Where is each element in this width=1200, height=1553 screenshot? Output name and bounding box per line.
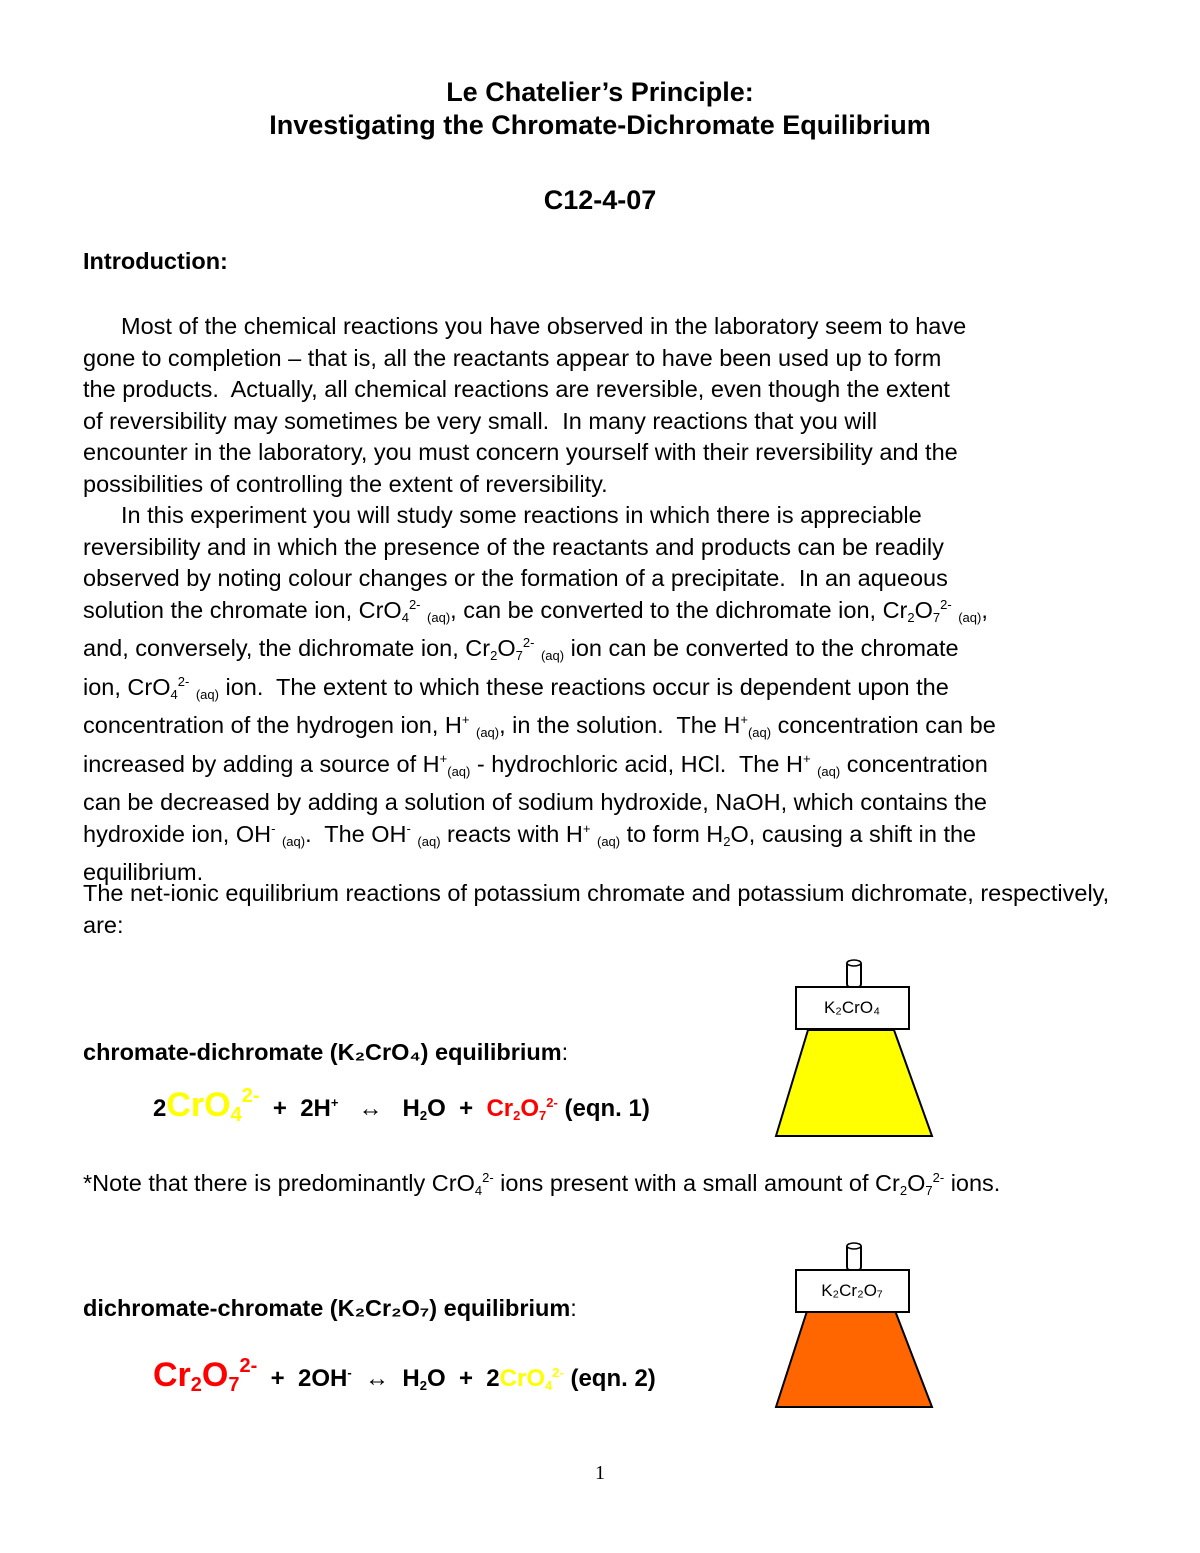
net-ionic-text: The net-ionic equilibrium reactions of potassium chromate and potassium dichromate, respectively, are: [83, 880, 1110, 938]
page-number: 1 [595, 1462, 605, 1484]
flask1-neck-top [847, 960, 861, 966]
section2-heading: dichromate-chromate (K₂Cr₂O₇) equilibrium: [83, 1295, 577, 1321]
note-text: *Note that there is predominantly CrO$_4^{2-}$ ions present with a small amount of $Cr_2O_7^{2-}$ ions. [83, 1170, 1001, 1198]
equation-1: 2CrO$_4^{2-}$ + 2H+ ↔ $H_2O + Cr_2O_7^{2-}$ (eqn. 1) [153, 1085, 650, 1126]
equation-2: $Cr_2O_7^{2-} + 2OH^-$ ↔ $H_2O + 2CrO_4^{2-}$ (eqn. 2) [153, 1355, 656, 1396]
flask2-label: K₂Cr₂O₇ [821, 1281, 883, 1300]
title-line-2: Investigating the Chromate-Dichromate Equilibrium [269, 110, 931, 140]
intro-paragraphs [83, 311, 1163, 889]
flask2-solution [776, 1308, 932, 1407]
eqn2-label: (eqn. 2) [570, 1365, 656, 1392]
intro-paragraph-1: Most of the chemical reactions you have observed in the laboratory seem to have gone to completion – that is, all the reactants appear to have been used up to form the products. Actually, all chemical reactions are reversible, even though the extent of reversibility may sometimes be very small. In many reactions that you will encounter in the laboratory, you must concern yourself with their reversibility and the possibilities of controlling the extent of reversibility. [83, 313, 967, 497]
intro-heading: Introduction: [83, 248, 228, 274]
flask2-neck-top [847, 1243, 861, 1249]
flask-k2cr2o7 [770, 1238, 940, 1413]
document-code: C12-4-07 [543, 185, 657, 215]
flask1-label: K₂CrO₄ [823, 998, 881, 1017]
flask-k2cro4 [770, 955, 940, 1140]
eqn1-label: (eqn. 1) [564, 1095, 650, 1122]
intro-paragraph-2: In this experiment you will study some reactions in which there is appreciable reversibility and in which the presence of the reactants and products can be readily observed by noting colour changes or the formation of a precipitate. In an aqueous solution the chromate ion, CrO$_4^{2-}$ (aq), can be converted to the dichromate ion, $Cr_2O_7^{2-}$ (aq), and, conversely, the dichromate ion, $Cr_2O_7^{2-}$ (aq) ion can be converted to the chromate ion, CrO$_4^{2-}$ (aq) ion. The extent to which these reactions occur is dependent upon the concentration of the hydrogen ion, H+ (aq), in the solution. The H+(aq) concentration can be increased by adding a source of H+(aq) - hydrochloric acid, HCl. The H+ (aq) concentration can be decreased by adding a solution of sodium hydroxide, NaOH, which contains the hydroxide ion, OH- (aq). The OH- (aq) reacts with H+ (aq) to form $H_2O$, causing a shift in the equilibrium. [83, 502, 996, 885]
section2-heading-label: dichromate-chromate (K₂Cr₂O₇) equilibrium [83, 1295, 571, 1321]
section1-heading: chromate-dichromate (K₂CrO₄) equilibrium: [83, 1039, 569, 1065]
title-line-1: Le Chatelier’s Principle: [446, 77, 754, 107]
flask1-solution [776, 1030, 932, 1136]
section1-heading-label: chromate-dichromate (K₂CrO₄) equilibrium [83, 1039, 562, 1065]
